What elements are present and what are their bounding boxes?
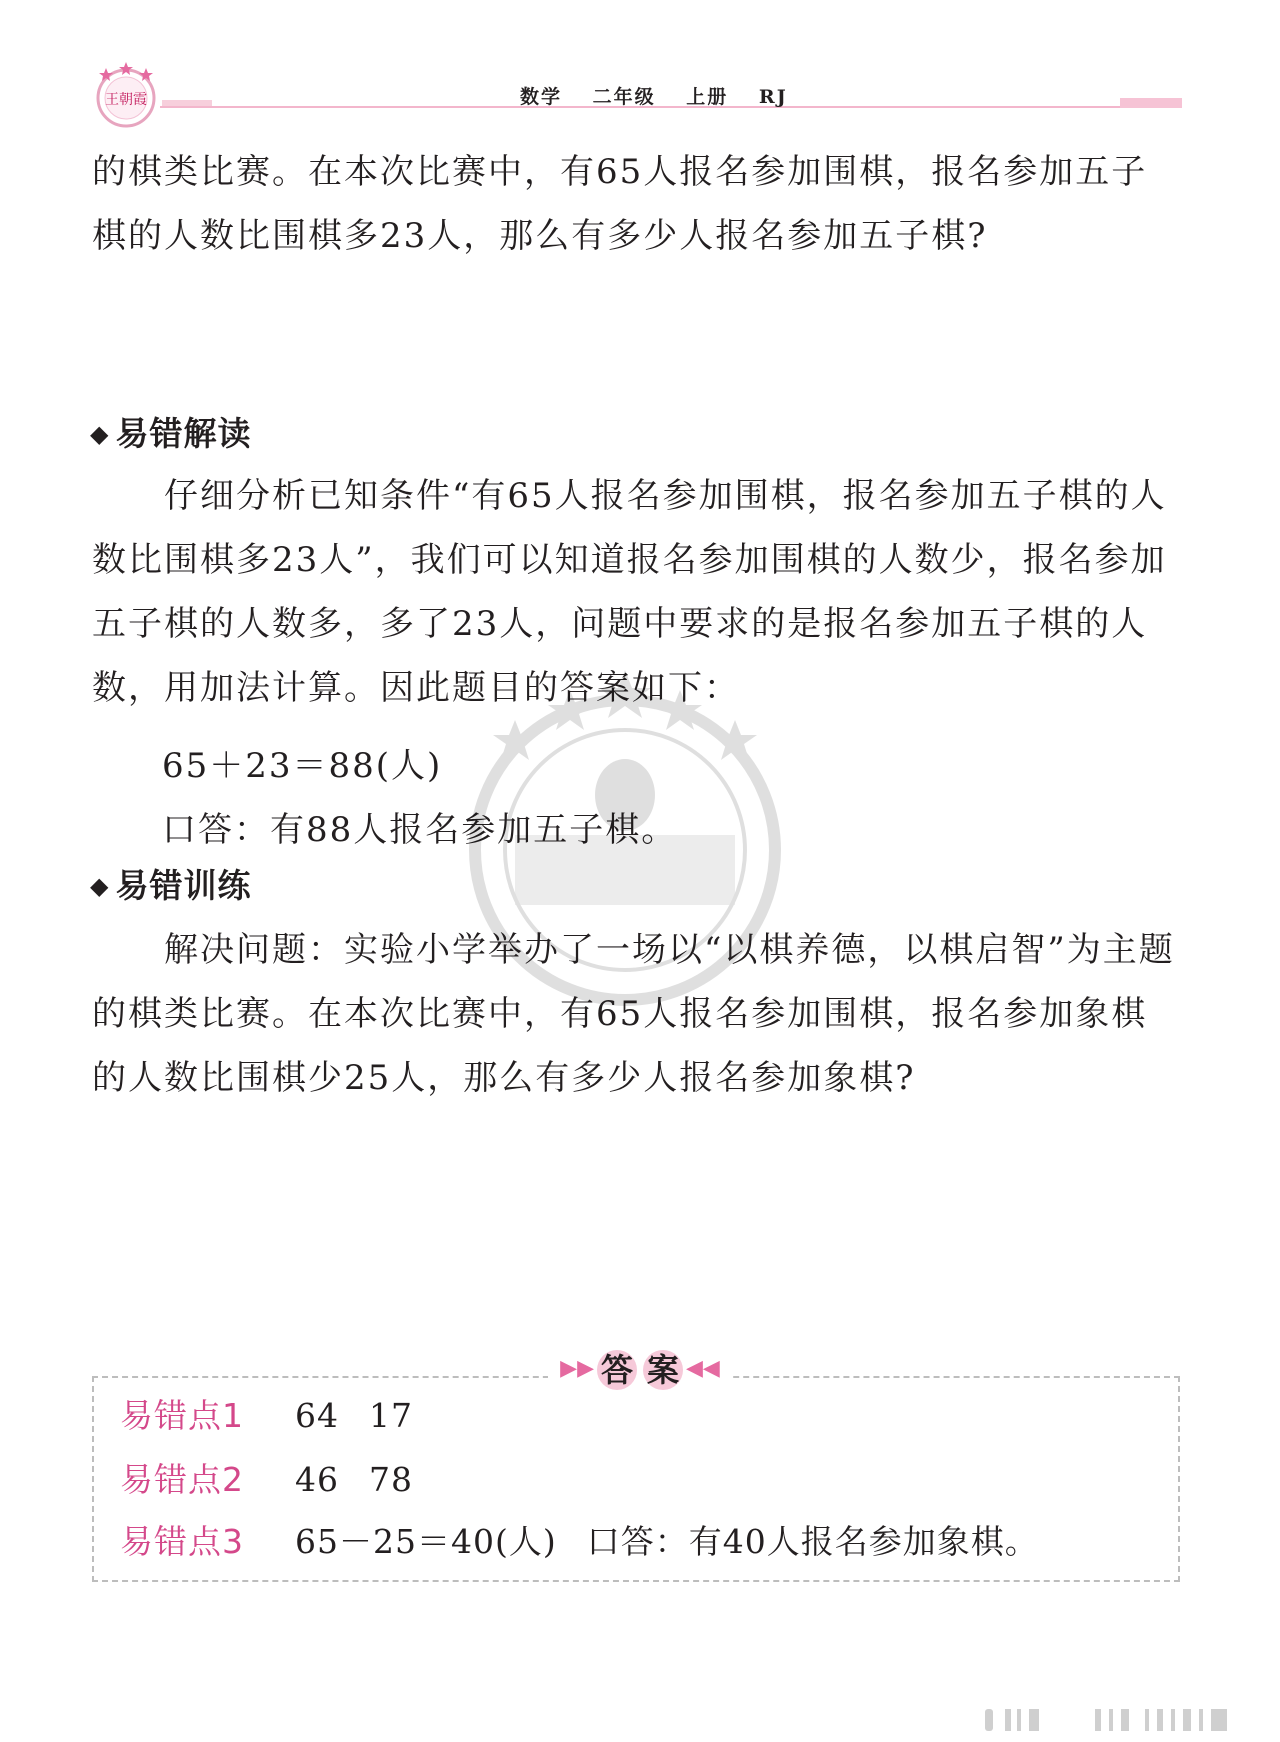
diamond-bullet-icon: ◆ xyxy=(90,872,110,900)
answer-value: 64 xyxy=(295,1396,339,1435)
answer-row xyxy=(120,1390,443,1437)
header-title xyxy=(520,82,810,109)
analysis-paragraph: 仔细分析已知条件“有65人报名参加围棋，报名参加五子棋的人数比围棋多23人”，我们可以知道报名参加围棋的人数少，报名参加五子棋的人数多，多了23人，问题中要求的是报名参加五子棋的人数，用加法计算。因此题目的答案如下： xyxy=(92,476,1167,708)
wangzhaoxia-logo-icon xyxy=(90,60,162,132)
svg-text:王朝霞: 王朝霞 xyxy=(105,92,147,108)
header-edition: RJ xyxy=(758,86,788,108)
answer-value: 46 xyxy=(295,1460,339,1499)
header-grade: 二年级 xyxy=(592,86,656,108)
answer-title-char-2: 案 xyxy=(643,1350,683,1390)
header-subject: 数学 xyxy=(520,86,563,108)
analysis-heading xyxy=(90,408,251,455)
page-header xyxy=(0,0,1280,120)
training-heading xyxy=(90,860,251,907)
answer-title-char-1: 答 xyxy=(597,1350,637,1390)
answer-label: 易错点3 xyxy=(120,1522,244,1561)
header-volume: 上册 xyxy=(686,86,729,108)
answer-title xyxy=(548,1350,732,1400)
analysis-equation: 65＋23＝88(人) xyxy=(162,746,443,786)
training-heading-text: 易错训练 xyxy=(115,866,252,905)
barcode-icon xyxy=(985,1705,1255,1733)
analysis-answer: 口答：有88人报名参加五子棋。 xyxy=(162,810,678,850)
double-arrow-left-icon: ◀◀ xyxy=(686,1356,720,1381)
answer-value: 78 xyxy=(369,1460,413,1499)
answer-label: 易错点2 xyxy=(120,1460,244,1499)
analysis-heading-text: 易错解读 xyxy=(115,414,252,453)
answer-row xyxy=(120,1454,443,1501)
answer-row xyxy=(120,1516,1069,1563)
answer-value: 65－25＝40(人) xyxy=(295,1522,557,1561)
double-arrow-right-icon: ▶▶ xyxy=(560,1356,594,1381)
diamond-bullet-icon: ◆ xyxy=(90,420,110,448)
intro-paragraph: 的棋类比赛。在本次比赛中，有65人报名参加围棋，报名参加五子棋的人数比围棋多23人，那么有多少人报名参加五子棋? xyxy=(92,152,1148,256)
training-paragraph: 解决问题：实验小学举办了一场以“以棋养德，以棋启智”为主题的棋类比赛。在本次比赛中，有65人报名参加围棋，报名参加象棋的人数比围棋少25人，那么有多少人报名参加象棋? xyxy=(92,930,1175,1098)
answer-label: 易错点1 xyxy=(120,1396,244,1435)
header-bar-right xyxy=(1120,98,1182,108)
answer-value: 口答：有40人报名参加象棋。 xyxy=(586,1522,1039,1561)
answer-value: 17 xyxy=(369,1396,413,1435)
